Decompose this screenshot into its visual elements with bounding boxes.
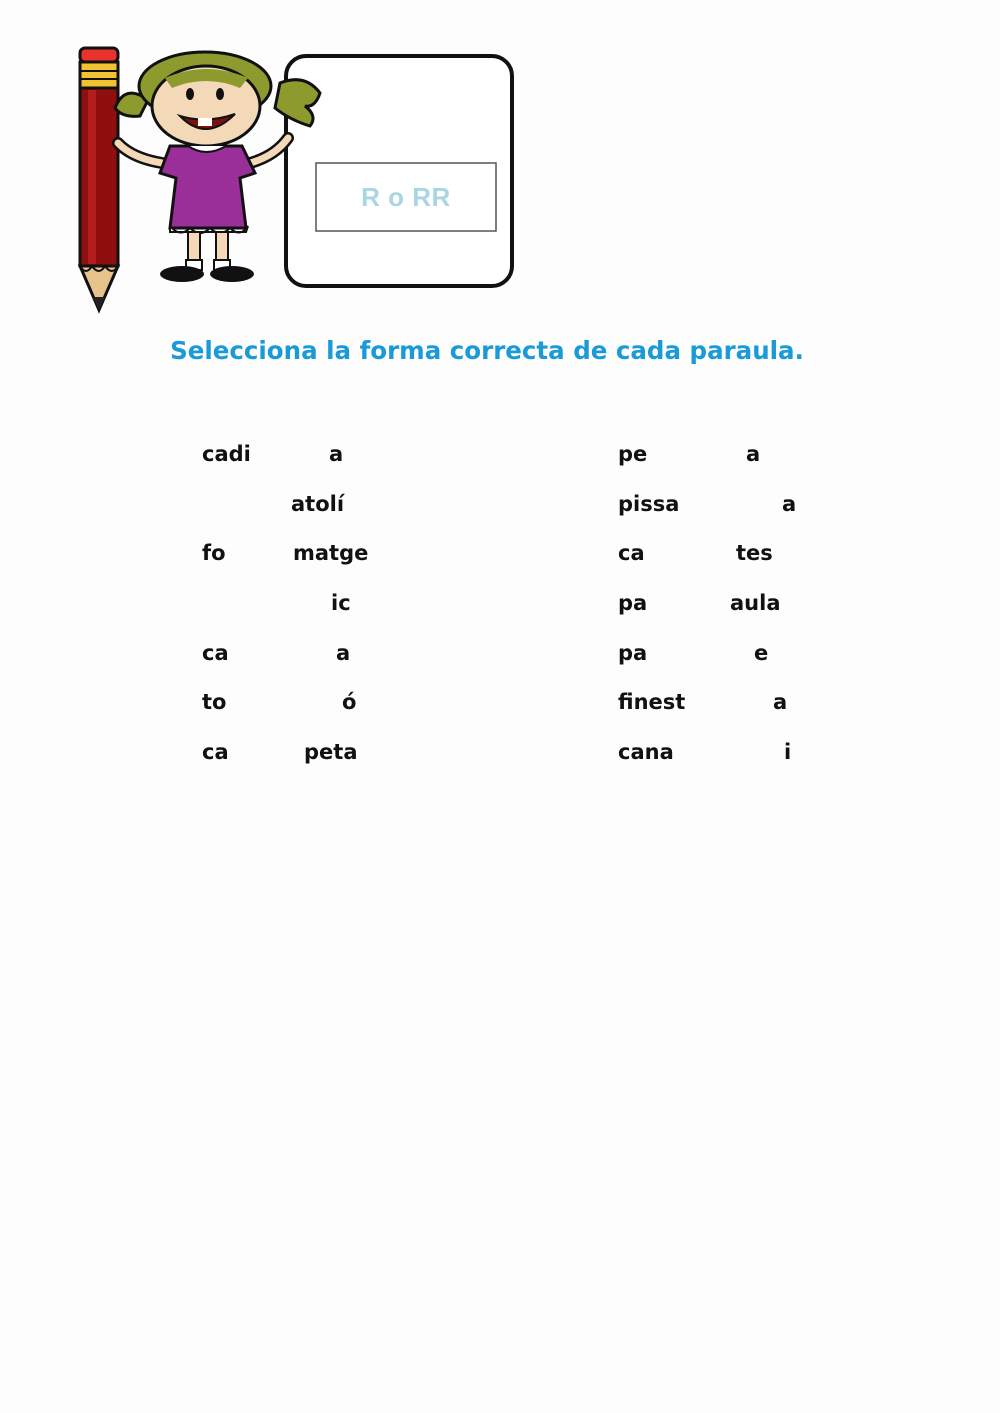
word-part: a — [773, 690, 788, 714]
instruction-heading: Selecciona la forma correcta de cada paraula. — [170, 336, 804, 365]
word-part: peta — [304, 740, 358, 764]
word-part: e — [754, 641, 769, 665]
word-part: pa — [618, 591, 648, 615]
word-part: a — [336, 641, 351, 665]
word-part: ó — [342, 690, 357, 714]
word-part: ca — [618, 541, 645, 565]
word-part: pissa — [618, 492, 680, 516]
sign-title: R o RR — [361, 181, 451, 212]
word-part: pa — [618, 641, 648, 665]
word-part: a — [746, 442, 761, 466]
word-part: to — [202, 690, 227, 714]
word-part: atolí — [291, 492, 345, 516]
word-part: ca — [202, 641, 229, 665]
word-part: a — [329, 442, 344, 466]
pencil-icon — [80, 48, 118, 310]
word-part: cana — [618, 740, 674, 764]
word-part: a — [782, 492, 797, 516]
word-part: tes — [736, 541, 773, 565]
word-part: pe — [618, 442, 648, 466]
word-part: i — [784, 740, 792, 764]
word-part: cadi — [202, 442, 251, 466]
word-part: matge — [293, 541, 369, 565]
word-part: aula — [730, 591, 781, 615]
word-part: ic — [331, 591, 351, 615]
word-part: ca — [202, 740, 229, 764]
word-part: fo — [202, 541, 226, 565]
word-part: finest — [618, 690, 686, 714]
